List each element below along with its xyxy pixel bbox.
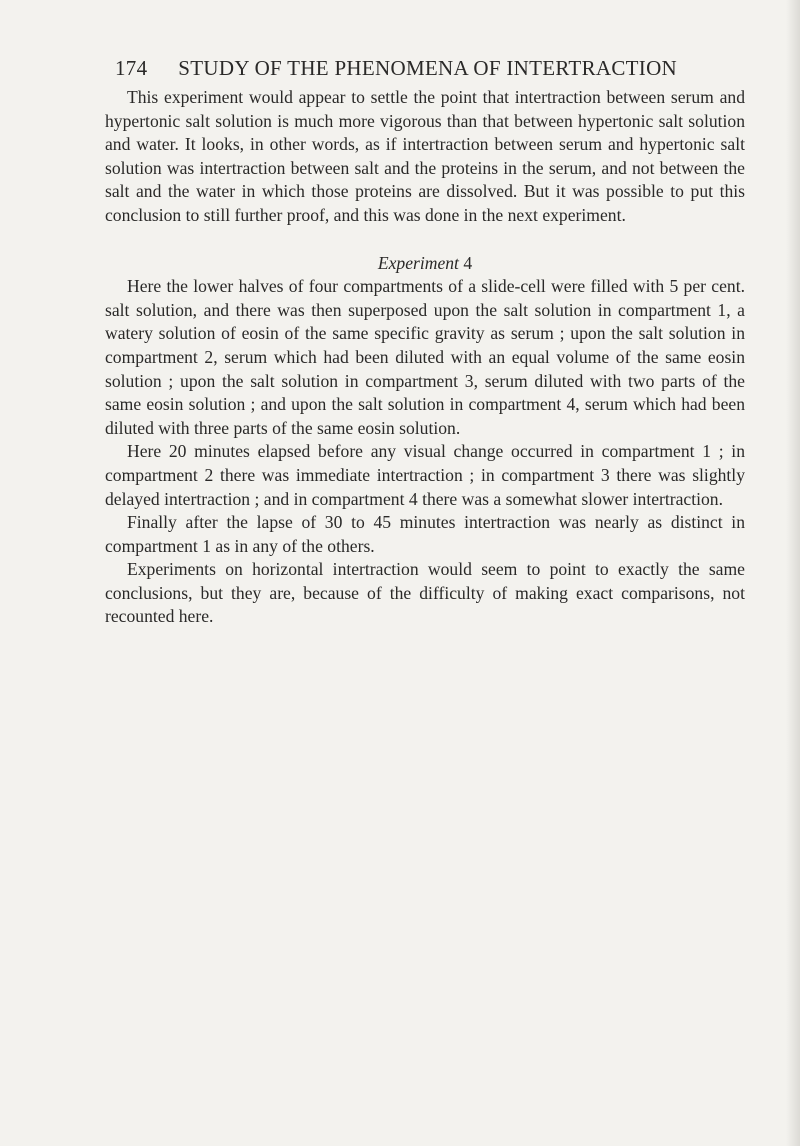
intro-paragraph: This experiment would appear to settle the point that intertraction between serum and hypertonic salt solution is much more vigorous than that between hypertonic salt solution and water. It looks, in other words, as if intertraction between serum and hypertonic salt solution was intertraction between salt and the proteins in the serum, and not between the salt and the water in which those proteins are dissolved. But it was possible to put this conclusion to still further proof, and this was done in the next experiment. [105, 87, 745, 225]
section-heading [105, 252, 745, 276]
running-title: STUDY OF THE PHENOMENA OF INTERTRACTION [178, 56, 677, 80]
paragraph-observations: Here 20 minutes elapsed before any visual change occurred in compartment 1 ; in compartment 2 there was immediate intertraction ; in compartment 3 there was slightly delayed intertraction ; and in compartment 4 there was a somewhat slower intertraction. [105, 441, 745, 509]
paragraph-final: Finally after the lapse of 30 to 45 minutes intertraction was nearly as distinct in compartment 1 as in any of the others. [105, 512, 745, 556]
section-heading-word: Experiment [377, 252, 459, 273]
body-text [105, 86, 745, 629]
page-edge-shadow [786, 0, 800, 1146]
paragraph-horizontal: Experiments on horizontal intertraction would seem to point to exactly the same conclusions, but they are, because of the difficulty of making exact comparisons, not recounted here. [105, 559, 745, 627]
section-heading-number: 4 [463, 252, 473, 273]
paragraph-setup: Here the lower halves of four compartments of a slide-cell were filled with 5 per cent. salt solution, and there was then superposed upon the salt solution in compartment 1, a watery solution of eosin of the same specific gravity as serum ; upon the salt solution in compartment 2, serum which had been diluted with an equal volume of the same eosin solution ; upon the salt solution in compartment 3, serum diluted with two parts of the same eosin solution ; and upon the salt solution in compartment 4, serum which had been diluted with three parts of the same eosin solution. [105, 276, 745, 438]
running-head [115, 56, 677, 80]
page-number: 174 [115, 56, 148, 80]
